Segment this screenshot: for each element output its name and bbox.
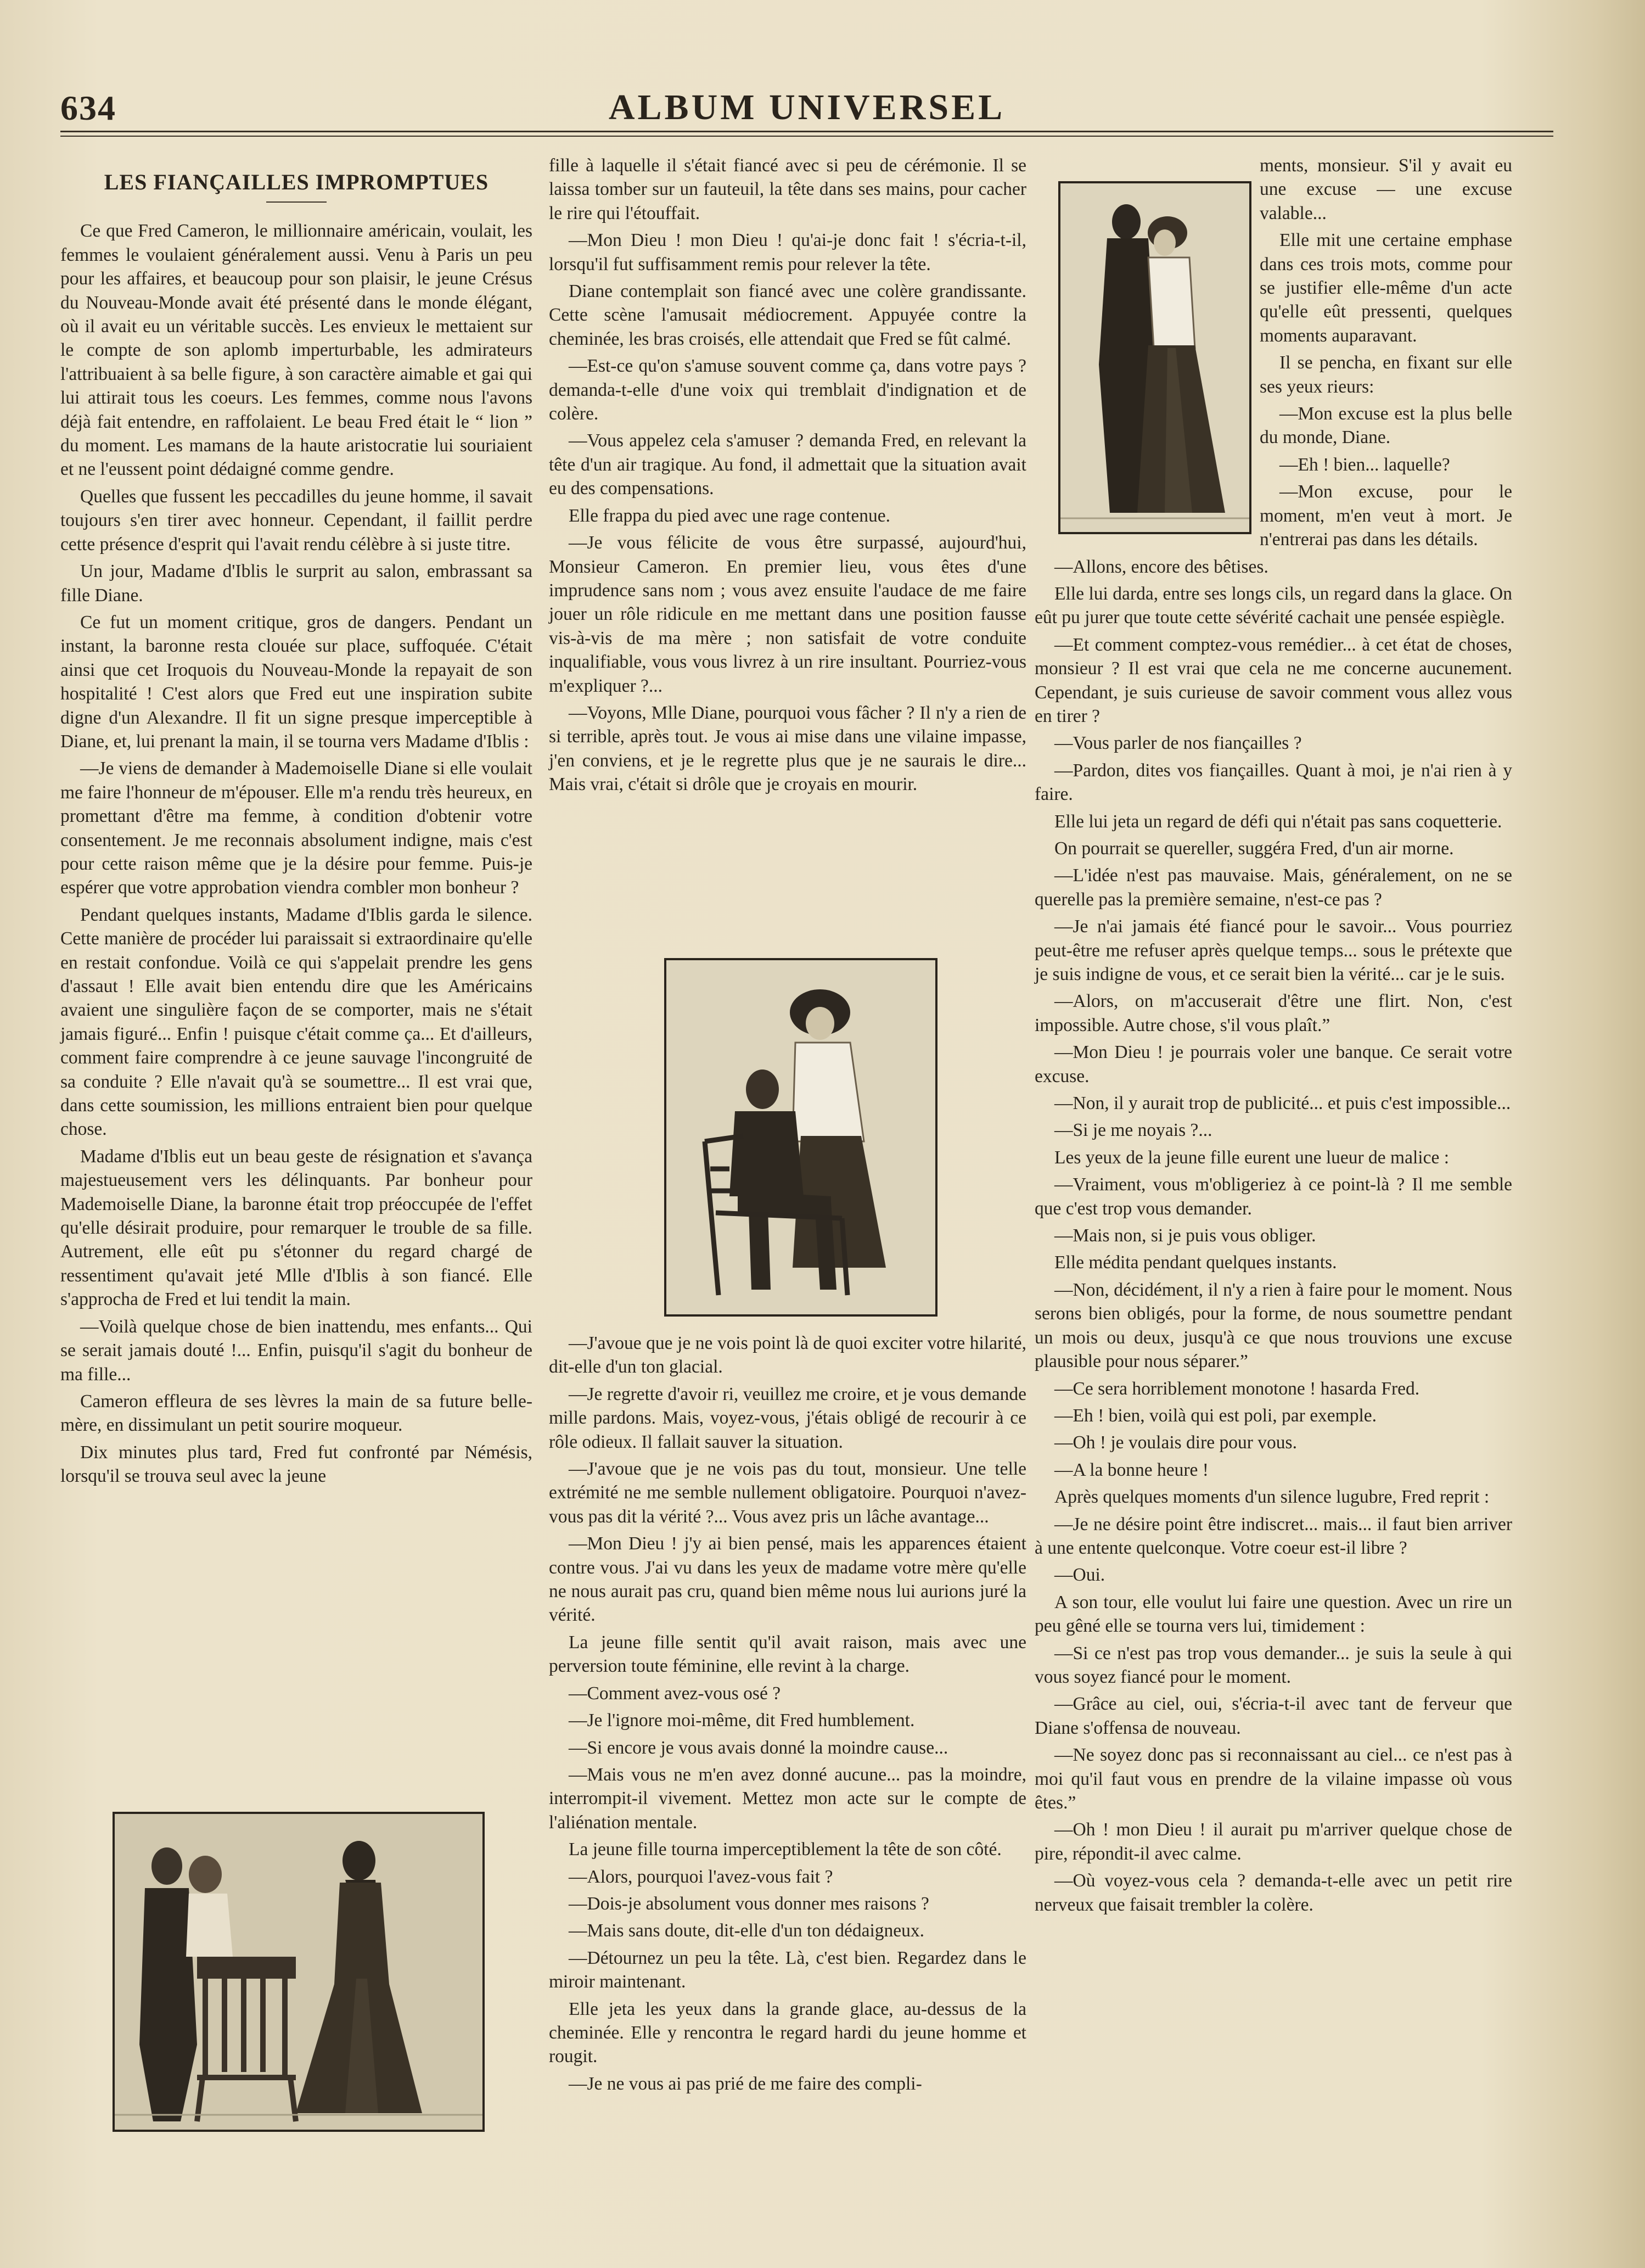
column-2-lower [549,1331,1026,2099]
page-number: 634 [60,88,116,127]
paragraph: Dix minutes plus tard, Fred fut confronté par Némésis, lorsqu'il se trouva seul avec la jeune [60,1442,532,1487]
paragraph: Les yeux de la jeune fille eurent une lueur de malice : [1054,1147,1450,1168]
paragraph: Elle mit une certaine emphase dans ces trois mots, comme pour se justifier elle-même d'un acte qu'elle eût pressenti, quelques moments auparavant. [1260,230,1512,346]
paragraph: —Je vous félicite de vous être surpassé, aujourd'hui, Monsieur Cameron. En premier lieu, vous êtes d'une imprudence sans nom ; vous avez ensuite l'audace de me faire jouer un rôle ridicule en me mettant dans une position fausse vis-à-vis de ma mère ; non satisfait de votre conduite inqualifiable, vous vous livrez à un rire insultant. Pourriez-vous m'expliquer ?... [549,533,1026,696]
paragraph: —Alors, on m'accuserait d'être une flirt. Non, c'est impossible. Autre chose, s'il vous plaît.” [1035,991,1512,1035]
paragraph: —Comment avez-vous osé ? [569,1683,781,1704]
paragraph: Pendant quelques instants, Madame d'Iblis garda le silence. Cette manière de procéder lui paraissait si extraordinaire qu'elle en restait confondue. Voilà ce qui s'appelait prendre les gens d'assaut ! Elle avait bien entendu dire que les Américains avaient une singulière façon de se comporter, mais ne s'était jamais figuré... Enfin ! puisque c'était comme ça... Et d'ailleurs, comment faire comprendre à ce jeune sauvage l'incongruité de sa conduite ? Elle n'avait qu'à se soumettre... Il est vrai que, dans cette soumission, les millions entraient bien pour quelque chose. [60,904,532,1140]
paragraph: —Vous parler de nos fiançailles ? [1054,733,1302,754]
paragraph: —Je regrette d'avoir ri, veuillez me croire, et je vous demande mille pardons. Mais, voyez-vous, j'étais obligé de recourir à ce rôle odieux. Il fallait sauver la situation. [549,1384,1026,1452]
journal-title: ALBUM UNIVERSEL [608,87,1006,127]
paragraph: Un jour, Madame d'Iblis le surprit au salon, embrassant sa fille Diane. [60,561,532,606]
paragraph: —Où voyez-vous cela ? demanda-t-elle avec un petit rire nerveux que faisait trembler la colère. [1035,1871,1512,1915]
paragraph: —Si encore je vous avais donné la moindre cause... [569,1737,948,1758]
paragraph: Elle lui darda, entre ses longs cils, un regard dans la glace. On eût pu jurer que toute cette sévérité cachait une pensée espiègle. [1035,583,1512,628]
paragraph: —Si je me noyais ?... [1054,1120,1212,1141]
paragraph: —Je ne désire point être indiscret... mais... il faut bien arriver à une entente quelconque. Votre coeur est-il libre ? [1035,1514,1512,1558]
column-1 [60,154,532,1492]
paragraph: Madame d'Iblis eut un beau geste de résignation et s'avança majestueusement vers les délinquants. Par bonheur pour Mademoiselle Diane, la baronne était trop préoccupée de l'effet qu'elle désirait produire, pour remarquer le trouble de sa fille. Autrement, elle eût pu s'étonner du regard chargé de ressentiment qu'avait jeté Mlle d'Iblis à son fiancé. Elle s'approcha de Fred et lui tendit la main. [60,1146,532,1310]
paragraph: —Voyons, Mlle Diane, pourquoi vous fâcher ? Il n'y a rien de si terrible, après tout. Je vous ai mise dans une vilaine impasse, j'en conviens, et je le regrette plus que je ne saurais le dire... Mais vrai, c'était si drôle que je croyais en mourir. [549,702,1026,795]
paragraph: —Je ne vous ai pas prié de me faire des compli- [569,2073,922,2094]
paragraph: —Mon excuse est la plus belle du monde, Diane. [1260,404,1512,448]
paragraph: La jeune fille tourna imperceptiblement la tête de son côté. [569,1839,1002,1860]
paragraph: Cameron effleura de ses lèvres la main de sa future belle-mère, en dissimulant un petit sourire moqueur. [60,1391,532,1436]
paragraph: Elle jeta les yeux dans la grande glace, au-dessus de la cheminée. Elle y rencontra le regard hardi du jeune homme et rougit. [549,1998,1026,2067]
paragraph: —Si ce n'est pas trop vous demander... je suis la seule à qui vous soyez fiancé pour le moment. [1035,1643,1512,1687]
column-2 [549,154,1026,800]
paragraph: —Alors, pourquoi l'avez-vous fait ? [569,1866,833,1887]
paragraph: A son tour, elle voulut lui faire une question. Avec un rire un peu gêné elle se tourna vers lui, timidement : [1035,1592,1512,1637]
paragraph: —Grâce au ciel, oui, s'écria-t-il avec tant de ferveur que Diane s'offensa de nouveau. [1035,1694,1512,1738]
paragraph: —Est-ce qu'on s'amuse souvent comme ça, dans votre pays ? demanda-t-elle d'une voix qui tremblait d'indignation et de colère. [549,356,1026,424]
paragraph: Ce que Fred Cameron, le millionnaire américain, voulait, les femmes le voulaient généralement aussi. Venu à Paris un peu pour les affaires, et beaucoup pour son plaisir, le jeune Crésus du Nouveau-Monde avait été présenté dans le monde élégant, où il avait eu un véritable succès. Les envieux le mettaient sur le compte de son aplomb imperturbable, les admirateurs l'attribuaient à sa belle figure, à son caractère aimable et gai qui lui attirait tous les coeurs. Les femmes, comme nous l'avons déjà fait entendre, en raffolaient. Le beau Fred était le “ lion ” du moment. Les mamans de la haute aristocratie lui souriaient et ne l'eussent point dédaigné comme gendre. [60,221,532,480]
paragraph: fille à laquelle il s'était fiancé avec si peu de cérémonie. Il se laissa tomber sur un fauteuil, la tête dans ses mains, pour cacher le rire qui l'étouffait. [549,155,1026,223]
paragraph: —Mais sans doute, dit-elle d'un ton dédaigneux. [569,1920,924,1941]
paragraph: ments, monsieur. S'il y avait eu une excuse — une excuse valable... [1260,155,1512,223]
paragraph: La jeune fille sentit qu'il avait raison, mais avec une perversion toute féminine, elle revint à la charge. [549,1632,1026,1677]
paragraph: —A la bonne heure ! [1054,1459,1209,1480]
paragraph: —Je n'ai jamais été fiancé pour le savoir... Vous pourriez peut-être me refuser après quelque temps... sous le prétexte que je suis indigne de vous, et ce serait bien la vérité... car je le suis. [1035,916,1512,984]
paragraph: —J'avoue que je ne vois point là de quoi exciter votre hilarité, dit-elle d'un ton glacial. [549,1333,1026,1377]
paragraph: —Mon Dieu ! j'y ai bien pensé, mais les apparences étaient contre vous. J'ai vu dans les yeux de madame votre mère qu'elle ne nous aurait pas cru, quand bien même nous lui aurions juré la vérité. [549,1533,1026,1626]
article-title: LES FIANÇAILLES IMPROMPTUES [104,170,489,194]
paragraph: —Je viens de demander à Mademoiselle Diane si elle voulait me faire l'honneur de m'épouser. Elle m'a rendu très heureux, en promettant d'être ma femme, à condition d'obtenir votre consentement. Je me reconnais absolument indigne, mais c'est pour cette raison même que je la désire pour femme. Puis-je espérer que votre approbation viendra combler mon bonheur ? [60,758,532,898]
header-rule [60,131,1553,132]
paragraph: Quelles que fussent les peccadilles du jeune homme, il savait toujours s'en tirer avec honneur. Cependant, il faillit perdre cette présence d'esprit qui l'avait rendu célèbre à si juste titre. [60,486,532,555]
paragraph: —Ne soyez donc pas si reconnaissant au ciel... ce n'est pas à moi qu'il faut vous en prendre de la vilaine impasse où vous êtes.” [1035,1745,1512,1813]
paragraph: —Oh ! je voulais dire pour vous. [1054,1432,1297,1453]
paragraph: —Non, décidément, il n'y a rien à faire pour le moment. Nous serons bien obligés, pour la forme, de nous soumettre pendant un mois ou deux, jusqu'à ce que nous trouvions une excuse plausible pour nous séparer.” [1035,1279,1512,1372]
paragraph: Diane contemplait son fiancé avec une colère grandissante. Cette scène l'amusait médiocrement. Appuyée contre la cheminée, les bras croisés, elle attendait que Fred se fût calmé. [549,281,1026,349]
paragraph: —Non, il y aurait trop de publicité... et puis c'est impossible... [1054,1093,1511,1114]
paragraph: —Eh ! bien, voilà qui est poli, par exemple. [1054,1405,1377,1426]
paragraph: —Mon Dieu ! mon Dieu ! qu'ai-je donc fait ! s'écria-t-il, lorsqu'il fut suffisamment remis pour relever la tête. [549,230,1026,275]
paragraph: —Dois-je absolument vous donner mes raisons ? [569,1893,929,1914]
paragraph: —Ce sera horriblement monotone ! hasarda Fred. [1054,1378,1420,1399]
paragraph: Ce fut un moment critique, gros de dangers. Pendant un instant, la baronne resta clouée sur place, suffoquée. C'était ainsi que cet Iroquois du Nouveau-Monde la repayait de son hospitalité ! C'est alors que Fred eut une inspiration subite digne d'un Alexandre. Il fit un signe presque imperceptible à Diane, et, lui prenant la main, il se tourna vers Madame d'Iblis : [60,612,532,752]
paragraph: —Vous appelez cela s'amuser ? demanda Fred, en relevant la tête d'un air tragique. Au fond, il admettait que la situation avait eu des compensations. [549,430,1026,499]
paragraph: —Allons, encore des bêtises. [1054,556,1268,577]
paragraph: —Oh ! mon Dieu ! il aurait pu m'arriver quelque chose de pire, répondit-il avec calme. [1035,1819,1512,1864]
illustration-embracing-couple [1058,181,1251,534]
paragraph: —L'idée n'est pas mauvaise. Mais, généralement, on ne se querelle pas la première semaine, n'est-ce pas ? [1035,865,1512,910]
paragraph: —J'avoue que je ne vois pas du tout, monsieur. Une telle extrémité ne me semble nullement obligatoire. Pourquoi n'avez-vous pas dit la vérité ?... Vous avez pris un lâche avantage... [549,1459,1026,1527]
paragraph: Après quelques moments d'un silence lugubre, Fred reprit : [1054,1487,1490,1508]
paragraph: —Je l'ignore moi-même, dit Fred humblement. [569,1710,915,1731]
header-rule-thin [60,136,1553,137]
paragraph: —Mais non, si je puis vous obliger. [1054,1225,1316,1246]
paragraph: —Mais vous ne m'en avez donné aucune... pas la moindre, interrompit-il vivement. Mettez mon acte sur le compte de l'aliénation mentale. [549,1764,1026,1833]
illustration-seated-man [664,958,937,1317]
paragraph: Elle médita pendant quelques instants. [1054,1252,1337,1273]
paragraph: —Oui. [1054,1565,1105,1586]
paragraph: —Vraiment, vous m'obligeriez à ce point-là ? Il me semble que c'est trop vous demander. [1035,1174,1512,1219]
paragraph: —Et comment comptez-vous remédier... à cet état de choses, monsieur ? Il est vrai que cela ne me concerne aucunement. Cependant, je suis curieuse de savoir comment vous allez vous en tirer ? [1035,634,1512,726]
paragraph: Elle lui jeta un regard de défi qui n'était pas sans coquetterie. [1054,811,1502,832]
paragraph: On pourrait se quereller, suggéra Fred, d'un air morne. [1054,838,1454,859]
paragraph: —Mon Dieu ! je pourrais voler une banque. Ce serait votre excuse. [1035,1042,1512,1087]
paragraph: —Eh ! bien... laquelle? [1279,454,1450,475]
paragraph: —Mon excuse, pour le moment, m'en veut à mort. Je n'entrerai pas dans les détails. [1260,481,1512,550]
paragraph: —Pardon, dites vos fiançailles. Quant à moi, je n'ai rien à y faire. [1035,760,1512,805]
title-divider [266,201,327,203]
paragraph: —Détournez un peu la tête. Là, c'est bien. Regardez dans le miroir maintenant. [549,1947,1026,1992]
page-header [60,82,1553,137]
paragraph: Elle frappa du pied avec une rage contenue. [569,505,890,526]
paragraph: Il se pencha, en fixant sur elle ses yeux rieurs: [1260,352,1512,397]
paragraph: —Voilà quelque chose de bien inattendu, mes enfants... Qui se serait jamais douté !... Enfin, puisqu'il s'agit du bonheur de ma fille... [60,1316,532,1385]
illustration-couple-with-mother [113,1812,485,2132]
